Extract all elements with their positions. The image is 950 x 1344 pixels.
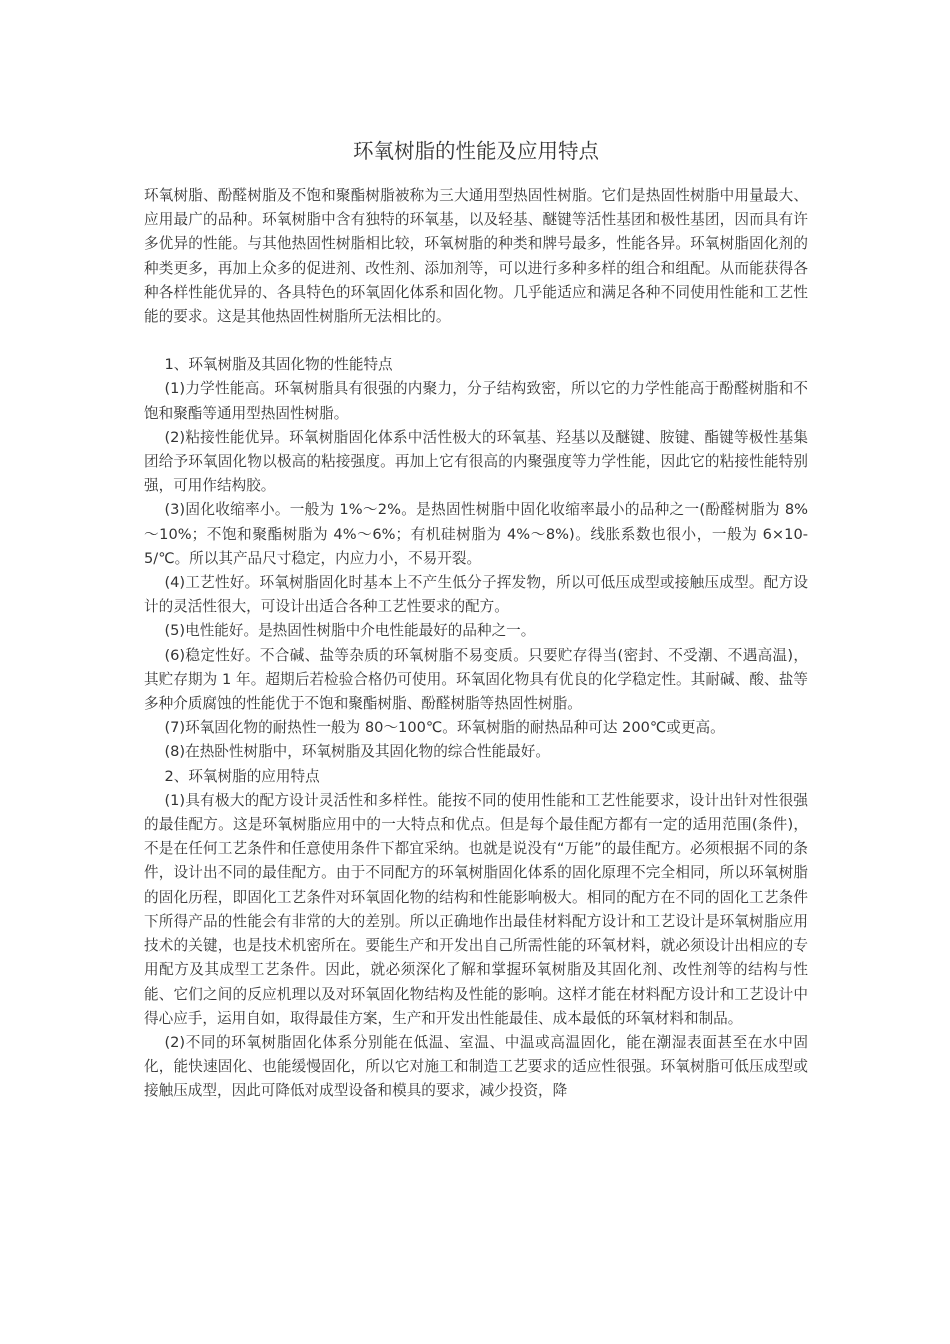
section2-item-2: (2)不同的环氧树脂固化体系分别能在低温、室温、中温或高温固化，能在潮湿表面甚至在水中固化，能快速固化、也能缓慢固化，所以它对施工和制造工艺要求的适应性很强。环氧树脂可低压成型或接触压成型，因此可降低对成型设备和模具的要求，减少投资，降	[144, 1033, 808, 1100]
section2-heading: 2、环氧树脂的应用特点	[164, 767, 320, 785]
section1-item-4: (4)工艺性好。环氧树脂固化时基本上不产生低分子挥发物，所以可低压成型或接触压成型。配方设计的灵活性很大，可设计出适合各种工艺性要求的配方。	[144, 574, 808, 616]
section1-item-7: (7)环氧固化物的耐热性一般为 80～100℃。环氧树脂的耐热品种可达 200℃或更高。	[164, 719, 725, 737]
section1-item-5: (5)电性能好。是热固性树脂中介电性能最好的品种之一。	[164, 622, 536, 640]
section1-item-6: (6)稳定性好。不合碱、盐等杂质的环氧树脂不易变质。只要贮存得当(密封、不受潮、不遇高温)，其贮存期为 1 年。超期后若检验合格仍可使用。环氧固化物具有优良的化学稳定性。其耐碱、酸、盐等多种介质腐蚀的性能优于不饱和聚酯树脂、酚醛树脂等热固性树脂。	[144, 646, 808, 713]
section1-item-3: (3)固化收缩率小。一般为 1%～2%。是热固性树脂中固化收缩率最小的品种之一(酚醛树脂为 8%～10%；不饱和聚酯树脂为 4%～6%；有机硅树脂为 4%～8%)。线胀系数也很小，一般为 6×10-5/℃。所以其产品尺寸稳定，内应力小，不易开裂。	[144, 501, 808, 567]
section1-heading: 1、环氧树脂及其固化物的性能特点	[164, 356, 393, 374]
intro-paragraph: 环氧树脂、酚醛树脂及不饱和聚酯树脂被称为三大通用型热固性树脂。它们是热固性树脂中用量最大、应用最广的品种。环氧树脂中含有独特的环氧基，以及轻基、醚键等活性基团和极性基团，因而具有许多优异的性能。与其他热固性树脂相比较，环氧树脂的种类和牌号最多，性能各异。环氧树脂固化剂的种类更多，再加上众多的促进剂、改性剂、添加剂等，可以进行多种多样的组合和组配。从而能获得各种各样性能优异的、各具特色的环氧固化体系和固化物。几乎能适应和满足各种不同使用性能和工艺性能的要求。这是其他热固性树脂所无法相比的。	[144, 187, 808, 326]
section1-item-1: (1)力学性能高。环氧树脂具有很强的内聚力，分子结构致密，所以它的力学性能高于酚醛树脂和不饱和聚酯等通用型热固性树脂。	[144, 380, 808, 422]
section1-item-2: (2)粘接性能优异。环氧树脂固化体系中活性极大的环氧基、羟基以及醚键、胺键、酯键等极性基集团给予环氧固化物以极高的粘接强度。再加上它有很高的内聚强度等力学性能，因此它的粘接性能特别强，可用作结构胶。	[144, 428, 808, 495]
section1-item-8: (8)在热卧性树脂中，环氧树脂及其固化物的综合性能最好。	[164, 743, 550, 761]
section2-item-1: (1)具有极大的配方设计灵活性和多样性。能按不同的使用性能和工艺性能要求，设计出针对性很强的最佳配方。这是环氧树脂应用中的一大特点和优点。但是每个最佳配方都有一定的适用范围(条件)，不是在任何工艺条件和任意使用条件下都宜采纳。也就是说没有“万能”的最佳配方。必须根据不同的条件，设计出不同的最佳配方。由于不同配方的环氧树脂固化体系的固化原理不完全相同，所以环氧树脂的固化历程，即固化工艺条件对环氧固化物的结构和性能影响极大。相同的配方在不同的固化工艺条件下所得产品的性能会有非常的大的差别。所以正确地作出最佳材料配方设计和工艺设计是环氧树脂应用技术的关键，也是技术机密所在。要能生产和开发出自己所需性能的环氧材料，就必须设计出相应的专用配方及其成型工艺条件。因此，就必须深化了解和掌握环氧树脂及其固化剂、改性剂等的结构与性能、它们之间的反应机理以及对环氧固化物结构及性能的影响。这样才能在材料配方设计和工艺设计中得心应手，运用自如，取得最佳方案，生产和开发出性能最佳、成本最低的环氧材料和制品。	[144, 791, 808, 1027]
document-body	[144, 184, 808, 1104]
document-title: 环氧树脂的性能及应用特点	[353, 139, 599, 163]
